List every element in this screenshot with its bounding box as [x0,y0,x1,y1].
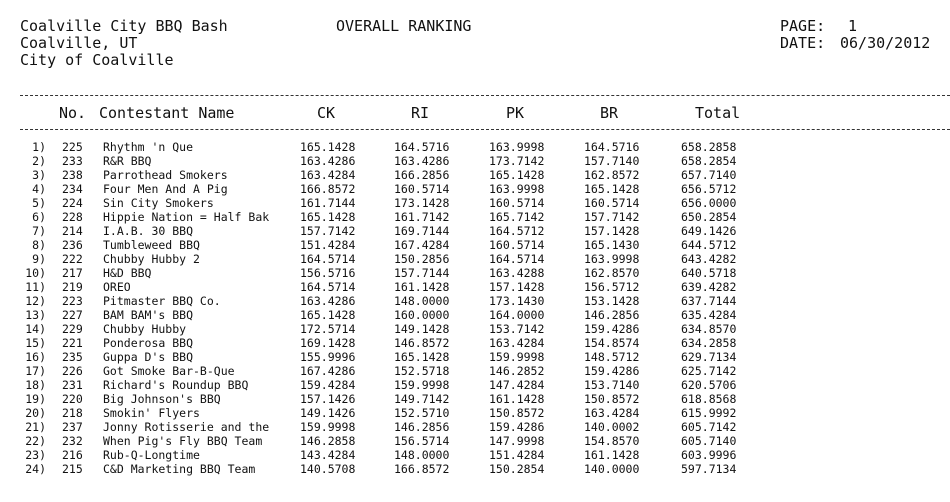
score-br: 160.5714 [584,196,640,210]
contestant-no: 234 [62,182,83,196]
table-row [0,308,950,322]
score-total: 618.8568 [681,392,737,406]
score-ck: 167.4286 [300,364,356,378]
table-row [0,462,950,476]
contestant-no: 224 [62,196,83,210]
table-row [0,350,950,364]
score-total: 634.2858 [681,336,737,350]
rank-cell: 2) [32,154,46,168]
column-header-ck: CK [317,104,336,122]
score-pk: 173.7142 [489,154,545,168]
report-date: 06/30/2012 [840,34,931,52]
score-pk: 147.9998 [489,434,545,448]
score-ri: 148.0000 [394,294,450,308]
score-br: 150.8572 [584,392,640,406]
rank-cell: 16) [25,350,46,364]
score-ri: 160.5714 [394,182,450,196]
score-br: 140.0000 [584,462,640,476]
page-number: 1 [848,17,858,35]
rank-cell: 1) [32,140,46,154]
score-pk: 150.8572 [489,406,545,420]
score-br: 148.5712 [584,350,640,364]
contestant-no: 221 [62,336,83,350]
rank-cell: 4) [32,182,46,196]
score-pk: 147.4284 [489,378,545,392]
score-ri: 163.4286 [394,154,450,168]
contestant-name: Smokin' Flyers [103,406,200,420]
rank-cell: 7) [32,224,46,238]
date-label: DATE: [780,34,826,52]
contestant-name: R&R BBQ [103,154,152,168]
column-header-pk: PK [506,104,525,122]
contestant-no: 219 [62,280,83,294]
event-location: Coalville, UT [20,34,138,52]
rank-cell: 12) [25,294,46,308]
score-total: 644.5712 [681,238,737,252]
rank-cell: 3) [32,168,46,182]
score-ck: 165.1428 [300,308,356,322]
contestant-no: 231 [62,378,83,392]
rank-cell: 5) [32,196,46,210]
event-organizer: City of Coalville [20,51,174,69]
table-row [0,364,950,378]
score-total: 615.9992 [681,406,737,420]
score-ck: 151.4284 [300,238,356,252]
score-ri: 161.7142 [394,210,450,224]
contestant-no: 216 [62,448,83,462]
score-ck: 161.7144 [300,196,356,210]
score-ri: 149.7142 [394,392,450,406]
rank-cell: 11) [25,280,46,294]
page-label: PAGE: [780,17,826,35]
score-br: 159.4286 [584,364,640,378]
score-ri: 167.4284 [394,238,450,252]
table-row [0,196,950,210]
score-br: 162.8572 [584,168,640,182]
table-row [0,224,950,238]
table-row [0,266,950,280]
score-ck: 159.9998 [300,420,356,434]
contestant-name: Pitmaster BBQ Co. [103,294,221,308]
score-ck: 156.5716 [300,266,356,280]
contestant-name: BAM BAM's BBQ [103,308,194,322]
score-total: 657.7140 [681,168,737,182]
column-header-no: No. [59,104,87,122]
rank-cell: 14) [25,322,46,336]
rank-cell: 19) [25,392,46,406]
score-ri: 166.2856 [394,168,450,182]
score-pk: 165.1428 [489,168,545,182]
score-ri: 156.5714 [394,434,450,448]
contestant-name: H&D BBQ [103,266,152,280]
contestant-name: I.A.B. 30 BBQ [103,224,194,238]
score-br: 163.9998 [584,252,640,266]
rank-cell: 24) [25,462,46,476]
contestant-name: Guppa D's BBQ [103,350,194,364]
score-pk: 159.9998 [489,350,545,364]
score-total: 650.2854 [681,210,737,224]
column-header-ri: RI [411,104,430,122]
rank-cell: 21) [25,420,46,434]
contestant-name: OREO [103,280,131,294]
score-ri: 161.1428 [394,280,450,294]
score-total: 603.9996 [681,448,737,462]
score-br: 165.1430 [584,238,640,252]
score-ck: 140.5708 [300,462,356,476]
score-ck: 166.8572 [300,182,356,196]
score-br: 157.7142 [584,210,640,224]
rank-cell: 15) [25,336,46,350]
rank-cell: 18) [25,378,46,392]
contestant-no: 229 [62,322,83,336]
score-total: 656.5712 [681,182,737,196]
score-ck: 149.1426 [300,406,356,420]
score-pk: 163.4284 [489,336,545,350]
table-row [0,140,950,154]
score-ck: 163.4286 [300,154,356,168]
score-pk: 163.9998 [489,182,545,196]
score-ck: 157.1426 [300,392,356,406]
score-ck: 169.1428 [300,336,356,350]
rank-cell: 22) [25,434,46,448]
score-ri: 152.5710 [394,406,450,420]
score-br: 165.1428 [584,182,640,196]
score-ri: 164.5716 [394,140,450,154]
score-br: 153.1428 [584,294,640,308]
score-pk: 161.1428 [489,392,545,406]
contestant-name: Rhythm 'n Que [103,140,194,154]
table-row [0,252,950,266]
score-br: 146.2856 [584,308,640,322]
table-row [0,280,950,294]
score-total: 629.7134 [681,350,737,364]
score-br: 162.8570 [584,266,640,280]
score-pk: 160.5714 [489,238,545,252]
score-ri: 173.1428 [394,196,450,210]
score-total: 605.7142 [681,420,737,434]
contestant-name: Parrothead Smokers [103,168,228,182]
score-total: 658.2858 [681,140,737,154]
contestant-no: 218 [62,406,83,420]
score-total: 639.4282 [681,280,737,294]
contestant-name: Four Men And A Pig [103,182,228,196]
score-ck: 159.4284 [300,378,356,392]
event-title: Coalville City BBQ Bash [20,17,228,35]
table-row [0,406,950,420]
score-ri: 148.0000 [394,448,450,462]
rank-cell: 8) [32,238,46,252]
score-ri: 160.0000 [394,308,450,322]
score-br: 164.5716 [584,140,640,154]
contestant-no: 215 [62,462,83,476]
table-row [0,238,950,252]
score-total: 605.7140 [681,434,737,448]
score-br: 157.7140 [584,154,640,168]
table-row [0,336,950,350]
contestant-name: Tumbleweed BBQ [103,238,200,252]
contestant-no: 220 [62,392,83,406]
score-ck: 163.4284 [300,168,356,182]
table-row [0,378,950,392]
score-total: 658.2854 [681,154,737,168]
rank-cell: 17) [25,364,46,378]
score-pk: 165.7142 [489,210,545,224]
rank-cell: 6) [32,210,46,224]
score-pk: 164.5714 [489,252,545,266]
score-ck: 155.9996 [300,350,356,364]
contestant-name: When Pig's Fly BBQ Team [103,434,263,448]
score-pk: 164.0000 [489,308,545,322]
score-ri: 159.9998 [394,378,450,392]
score-br: 157.1428 [584,224,640,238]
contestant-no: 238 [62,168,83,182]
contestant-no: 214 [62,224,83,238]
table-row [0,294,950,308]
score-ck: 165.1428 [300,210,356,224]
score-total: 635.4284 [681,308,737,322]
table-row [0,168,950,182]
score-ck: 157.7142 [300,224,356,238]
report-title: OVERALL RANKING [336,17,472,35]
score-pk: 173.1430 [489,294,545,308]
score-total: 597.7134 [681,462,737,476]
score-total: 620.5706 [681,378,737,392]
rank-cell: 10) [25,266,46,280]
table-row [0,420,950,434]
contestant-name: Ponderosa BBQ [103,336,194,350]
score-br: 156.5712 [584,280,640,294]
score-total: 656.0000 [681,196,737,210]
header-top-rule [20,95,950,96]
score-ck: 164.5714 [300,252,356,266]
contestant-no: 228 [62,210,83,224]
contestant-name: C&D Marketing BBQ Team [103,462,256,476]
score-pk: 159.4286 [489,420,545,434]
rank-cell: 9) [32,252,46,266]
table-row [0,182,950,196]
score-br: 154.8574 [584,336,640,350]
contestant-name: Chubby Hubby [103,322,187,336]
score-ri: 165.1428 [394,350,450,364]
score-total: 637.7144 [681,294,737,308]
contestant-no: 222 [62,252,83,266]
score-ck: 172.5714 [300,322,356,336]
contestant-name: Sin City Smokers [103,196,214,210]
rank-cell: 20) [25,406,46,420]
score-total: 625.7142 [681,364,737,378]
score-total: 643.4282 [681,252,737,266]
contestant-no: 232 [62,434,83,448]
contestant-no: 223 [62,294,83,308]
table-row [0,448,950,462]
score-ri: 149.1428 [394,322,450,336]
score-pk: 157.1428 [489,280,545,294]
score-pk: 164.5712 [489,224,545,238]
score-br: 153.7140 [584,378,640,392]
contestant-no: 237 [62,420,83,434]
contestant-name: Got Smoke Bar-B-Que [103,364,235,378]
score-ri: 152.5718 [394,364,450,378]
contestant-no: 235 [62,350,83,364]
score-ck: 163.4286 [300,294,356,308]
table-row [0,154,950,168]
score-br: 154.8570 [584,434,640,448]
contestant-name: Jonny Rotisserie and the [103,420,270,434]
contestant-no: 227 [62,308,83,322]
column-header-total: Total [695,104,741,122]
score-pk: 160.5714 [489,196,545,210]
ranking-table [0,140,950,476]
contestant-name: Hippie Nation = Half Bak [103,210,270,224]
score-br: 163.4284 [584,406,640,420]
score-ri: 169.7144 [394,224,450,238]
score-ri: 146.2856 [394,420,450,434]
score-pk: 163.9998 [489,140,545,154]
contestant-no: 225 [62,140,83,154]
score-ri: 146.8572 [394,336,450,350]
score-pk: 163.4288 [489,266,545,280]
score-pk: 146.2852 [489,364,545,378]
score-total: 649.1426 [681,224,737,238]
score-br: 161.1428 [584,448,640,462]
table-row [0,210,950,224]
score-total: 634.8570 [681,322,737,336]
score-ri: 157.7144 [394,266,450,280]
score-br: 159.4286 [584,322,640,336]
score-ri: 166.8572 [394,462,450,476]
table-row [0,434,950,448]
score-ck: 165.1428 [300,140,356,154]
score-ck: 143.4284 [300,448,356,462]
contestant-no: 226 [62,364,83,378]
contestant-name: Big Johnson's BBQ [103,392,221,406]
contestant-no: 236 [62,238,83,252]
score-total: 640.5718 [681,266,737,280]
contestant-name: Rub-Q-Longtime [103,448,200,462]
column-header-br: BR [600,104,619,122]
contestant-name: Chubby Hubby 2 [103,252,200,266]
contestant-no: 233 [62,154,83,168]
table-row [0,322,950,336]
column-header-name: Contestant Name [99,104,235,122]
score-ck: 146.2858 [300,434,356,448]
score-br: 140.0002 [584,420,640,434]
contestant-no: 217 [62,266,83,280]
rank-cell: 13) [25,308,46,322]
rank-cell: 23) [25,448,46,462]
score-ck: 164.5714 [300,280,356,294]
score-pk: 150.2854 [489,462,545,476]
score-pk: 151.4284 [489,448,545,462]
score-pk: 153.7142 [489,322,545,336]
header-bottom-rule [20,129,950,130]
score-ri: 150.2856 [394,252,450,266]
table-row [0,392,950,406]
contestant-name: Richard's Roundup BBQ [103,378,249,392]
